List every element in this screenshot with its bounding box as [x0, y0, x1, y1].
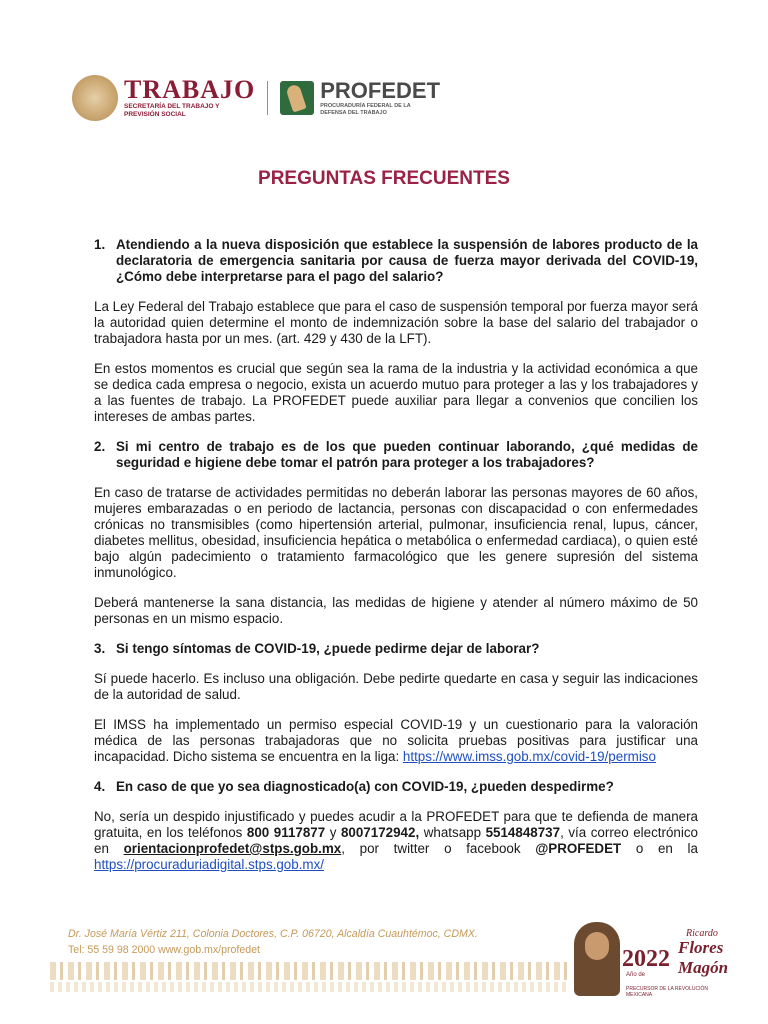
answer-text: , por twitter o facebook	[341, 841, 536, 856]
question-number: 3.	[94, 641, 106, 656]
question-text: Si tengo síntomas de COVID-19, ¿puede pedirme dejar de laborar?	[116, 641, 540, 656]
question-text: Si mi centro de trabajo es de los que pueden continuar laborando, ¿qué medidas de seguridad e higiene debe tomar el patrón para proteger a los trabajadores?	[116, 439, 698, 470]
question-number: 4.	[94, 779, 106, 794]
footer	[68, 926, 478, 958]
coat-of-arms-logo	[72, 75, 118, 121]
question-text: Atendiendo a la nueva disposición que establece la suspensión de labores producto de la declaratoria de emergencia sanitaria por causa de fuerza mayor derivada del COVID-19, ¿Cómo debe interpretarse para el pago del salario?	[116, 237, 698, 284]
question-1	[94, 237, 698, 285]
decorative-pattern	[50, 982, 570, 992]
badge-magon: Magón	[678, 958, 729, 977]
footer-contact: Tel: 55 59 98 2000 www.gob.mx/profedet	[68, 944, 260, 956]
profedet-title: PROFEDET	[320, 78, 441, 103]
phone-number-2: 8007172942,	[340, 825, 420, 840]
portrait-image	[574, 922, 620, 996]
whatsapp-number: 5514848737	[485, 825, 561, 840]
header	[72, 70, 440, 126]
procuraduria-digital-link[interactable]: https://procuraduriadigital.stps.gob.mx/	[94, 857, 324, 872]
social-handle: @PROFEDET	[535, 841, 622, 856]
decorative-pattern	[50, 962, 570, 980]
imss-permiso-link[interactable]: https://www.imss.gob.mx/covid-19/permiso	[402, 749, 656, 764]
question-3	[94, 641, 698, 657]
badge-flores: Flores	[678, 938, 724, 957]
answer-paragraph: La Ley Federal del Trabajo establece que para el caso de suspensión temporal por fuerza mayor será la autoridad quien determine el monto de indemnización sobre la base del salario del trabajador o trabajadora hasta por un mes. (art. 429 y 430 de la LFT).	[94, 299, 698, 346]
answer-text: o en la	[621, 841, 698, 856]
badge-ricardo: Ricardo	[686, 928, 718, 939]
profedet-logo-icon	[280, 81, 314, 115]
question-text: En caso de que yo sea diagnosticado(a) con COVID-19, ¿pueden despedirme?	[116, 779, 614, 794]
faq-content	[94, 237, 698, 887]
answer-paragraph	[94, 717, 698, 765]
footer-address: Dr. José María Vértiz 211, Colonia Doctores, C.P. 06720, Alcaldía Cuauhtémoc, CDMX.	[68, 928, 478, 940]
profedet-subtitle: PROCURADURÍA FEDERAL DE LA DEFENSA DEL TRABAJO	[320, 103, 411, 116]
profedet-logo	[320, 79, 440, 117]
badge-year: 2022	[622, 946, 670, 972]
answer-paragraph: En estos momentos es crucial que según sea la rama de la industria y la actividad económica a que se dedica cada empresa o negocio, exista un acuerdo mutuo para proteger a las y los trabajadores y a las fuentes de trabajo. La PROFEDET puede auxiliar para llegar a convenios que concilien los intereses de ambas partes.	[94, 361, 698, 424]
imss-text: El IMSS ha implementado un permiso especial COVID-19 y un cuestionario para la valoración médica de las personas trabajadoras que no solicita pruebas positivas para justificar una incapacidad. Dicho sistema se encuentra en la liga:	[94, 717, 698, 764]
email-address[interactable]: orientacionprofedet@stps.gob.mx	[123, 841, 342, 856]
answer-text: No, sería un despido injustificado y puedes acudir a la PROFEDET para que te defienda de manera gratuita, en los teléfonos	[94, 809, 698, 840]
answer-paragraph: Deberá mantenerse la sana distancia, las medidas de higiene y atender al número máximo de 50 personas en un mismo espacio.	[94, 595, 698, 626]
answer-text: y	[325, 825, 341, 840]
trabajo-subtitle: SECRETARÍA DEL TRABAJO Y PREVISIÓN SOCIAL	[124, 103, 220, 118]
answer-text: , vía correo electrónico en	[94, 825, 698, 856]
ricardo-flores-magon-badge	[574, 920, 729, 1000]
question-4	[94, 779, 698, 795]
question-number: 1.	[94, 237, 106, 252]
answer-text: whatsapp	[419, 825, 486, 840]
trabajo-logo	[124, 77, 255, 119]
phone-number-1: 800 9117877	[246, 825, 326, 840]
badge-ano-de: Año de	[626, 972, 646, 978]
header-divider	[267, 81, 268, 115]
question-number: 2.	[94, 439, 106, 454]
page-title: PREGUNTAS FRECUENTES	[258, 168, 510, 189]
badge-precursor: PRECURSOR DE LA REVOLUCIÓN MEXICANA	[626, 986, 708, 998]
trabajo-title: TRABAJO	[124, 75, 256, 104]
answer-paragraph: En caso de tratarse de actividades permitidas no deberán laborar las personas mayores de 60 años, mujeres embarazadas o en periodo de lactancia, personas con discapacidad o con enfermedades crónicas no transmisibles (como hipertensión arterial, pulmonar, insuficiencia renal, lupus, cáncer, diabetes mellitus, obesidad, insuficiencia hepática o metabólica o enfermedad cardiaca), o quien esté bajo algún padecimiento o tratamiento farmacológico que les genere supresión del sistema inmunológico.	[94, 485, 698, 580]
question-2	[94, 439, 698, 471]
answer-paragraph: Sí puede hacerlo. Es incluso una obligación. Debe pedirte quedarte en casa y seguir las indicaciones de la autoridad de salud.	[94, 671, 698, 702]
answer-paragraph	[94, 809, 698, 873]
